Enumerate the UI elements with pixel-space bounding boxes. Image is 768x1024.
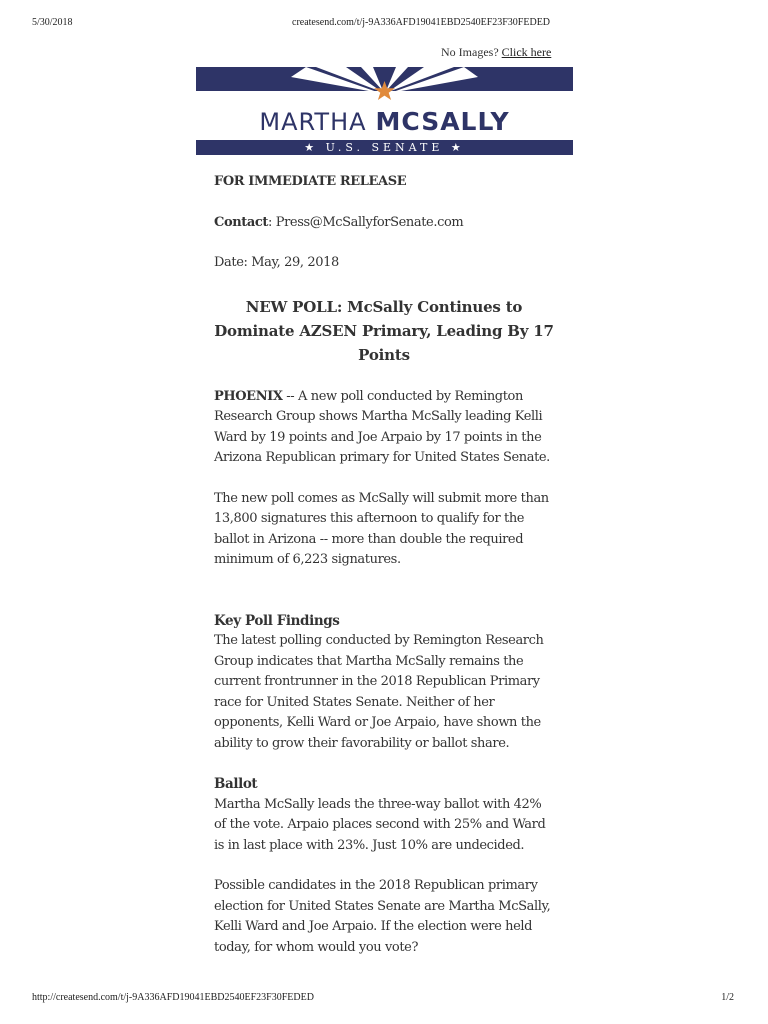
- no-images-prompt: No Images?: [441, 45, 499, 59]
- release-date: Date: May, 29, 2018: [214, 255, 339, 270]
- candidate-name: [196, 107, 573, 136]
- section-title-key-findings: Key Poll Findings: [214, 612, 340, 629]
- no-images-bar: [441, 45, 551, 60]
- paragraph-1-text: -- A new poll conducted by Remington Research Group shows Martha McSally leading Kelli Ward by 19 points and Joe Arpaio by 17 points in the Arizona Republican primary for United States Senate.: [214, 388, 550, 465]
- paragraph-5: Possible candidates in the 2018 Republican primary election for United States Senate are Martha McSally, Kelli Ward and Joe Arpaio. If the election were held today, for whom would you vote?: [214, 878, 551, 955]
- office-label: ★ U.S. SENATE ★: [304, 141, 465, 154]
- headline: [214, 295, 554, 367]
- print-footer-page: 1/2: [721, 992, 734, 1003]
- print-header-date: 5/30/2018: [32, 17, 73, 28]
- print-header-url: createsend.com/t/j-9A336AFD19041EBD2540EF23F30FEDED: [292, 17, 551, 28]
- click-here-link[interactable]: Click here: [501, 45, 552, 59]
- contact-email: : Press@McSallyforSenate.com: [268, 214, 464, 230]
- candidate-last-name: MCSALLY: [375, 107, 510, 136]
- paragraph-2: The new poll comes as McSally will submit more than 13,800 signatures this afternoon to qualify for the ballot in Arizona -- more than double the required minimum of 6,223 signatures.: [214, 490, 549, 567]
- contact-label: Contact: [214, 214, 269, 230]
- candidate-first-name: MARTHA: [259, 108, 367, 136]
- press-release: [214, 172, 554, 958]
- headline-text: NEW POLL: McSally Continues to Dominate AZSEN Primary, Leading By 17 Points: [214, 297, 554, 364]
- print-footer-url: http://createsend.com/t/j-9A336AFD19041EBD2540EF23F30FEDED: [32, 992, 314, 1003]
- paragraph-1: [214, 387, 554, 469]
- contact-line: [214, 213, 554, 234]
- campaign-banner: [196, 67, 573, 155]
- paragraph-3: The latest polling conducted by Remington Research Group indicates that Martha McSally remains the current frontrunner in the 2018 Republican Primary race for United States Senate. Neither of her opponents, Kelli Ward or Joe Arpaio, have shown the ability to grow their favorability or ballot share.: [214, 633, 544, 751]
- section-title-ballot: Ballot: [214, 776, 258, 792]
- paragraph-4: Martha McSally leads the three-way ballot with 42% of the vote. Arpaio places second with 25% and Ward is in last place with 23%. Just 10% are undecided.: [214, 796, 546, 853]
- release-label: FOR IMMEDIATE RELEASE: [214, 174, 407, 189]
- dateline: PHOENIX: [214, 388, 283, 404]
